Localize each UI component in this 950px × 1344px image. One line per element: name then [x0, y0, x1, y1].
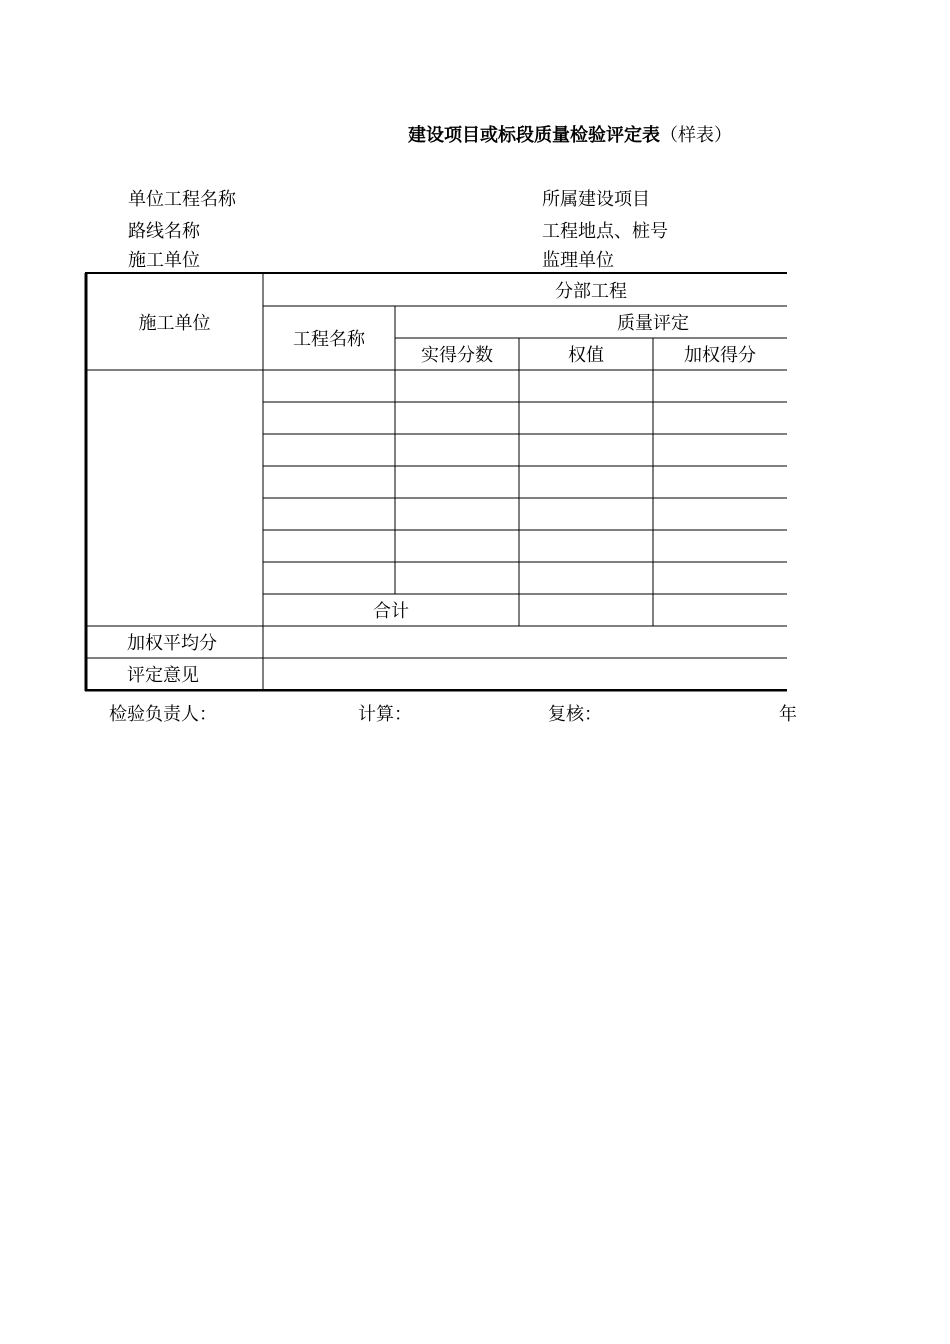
- title-suffix: （样表）: [660, 125, 732, 146]
- calculator-label: 计算：: [358, 704, 412, 725]
- page-title: [408, 121, 732, 147]
- construction-project-label: 所属建设项目: [542, 189, 650, 210]
- reviewer-label: 复核：: [548, 704, 602, 725]
- location-label: 工程地点、桩号: [542, 221, 668, 242]
- date-label-clipped: 年: [779, 704, 797, 725]
- supervisor-label: 监理单位: [542, 250, 614, 271]
- weighted-score-header: 加权得分: [684, 345, 756, 366]
- quality-evaluation-header: 质量评定: [617, 313, 689, 334]
- actual-score-header: 实得分数: [421, 345, 493, 366]
- inspector-label: 检验负责人：: [109, 704, 217, 725]
- weighted-average-label: 加权平均分: [127, 633, 217, 654]
- project-name-header: 工程名称: [293, 329, 365, 350]
- unit-project-label: 单位工程名称: [128, 189, 236, 210]
- route-name-label: 路线名称: [128, 221, 200, 242]
- weight-header: 权值: [568, 345, 604, 366]
- contractor-label: 施工单位: [128, 250, 200, 271]
- total-label: 合计: [373, 601, 409, 622]
- contractor-column-header: 施工单位: [138, 312, 211, 334]
- evaluation-opinion-label: 评定意见: [127, 665, 199, 686]
- sub-project-header: 分部工程: [555, 280, 627, 302]
- title-main: 建设项目或标段质量检验评定表: [408, 125, 660, 146]
